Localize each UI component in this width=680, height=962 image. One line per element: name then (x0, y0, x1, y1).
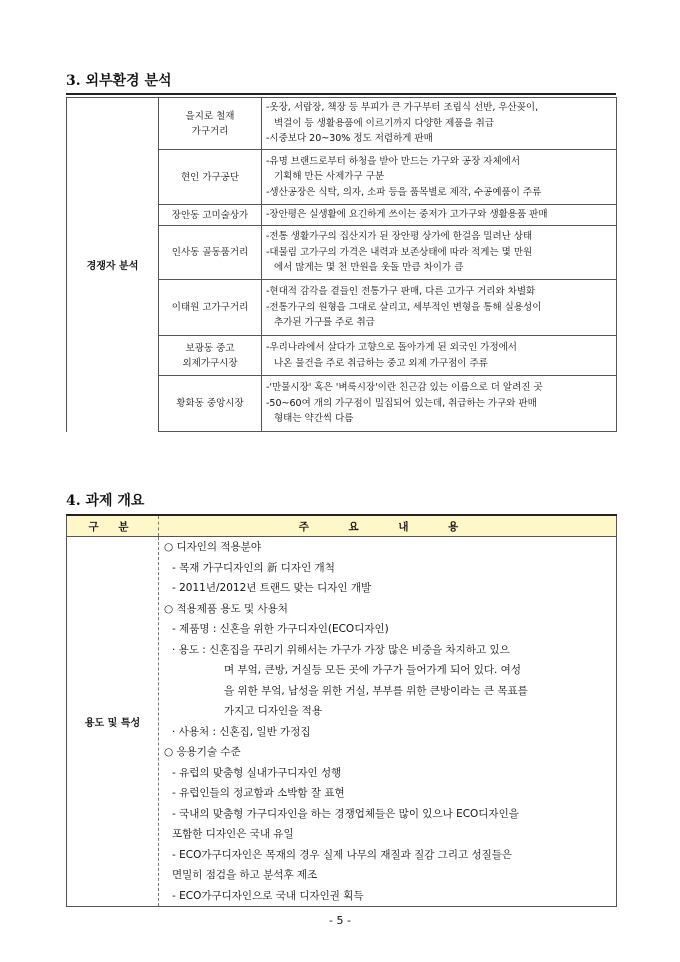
content-line: 포함한 디자인은 국내 유일 (172, 828, 294, 840)
description-line: -전통 생활가구의 집산지가 된 장안평 상가에 한걸음 밀려난 상태 (266, 231, 533, 243)
competitor-name-line: 인사동 골동품거리 (171, 247, 249, 258)
content-line: - ECO가구디자인으로 국내 디자인권 획득 (172, 889, 364, 902)
competitor-name (159, 150, 262, 205)
description-line: -우리나라에서 살다가 고향으로 돌아가게 된 외국인 가정에서 (266, 342, 517, 353)
competitor-name-line: 장안동 고미술상가 (171, 209, 249, 221)
competitor-row (67, 98, 617, 150)
description-line: 에서 많게는 몇 천 만원을 웃돌 만큼 차이가 큼 (274, 262, 464, 274)
content-line: - 제품명 : 신혼을 위한 가구디자인(ECO디자인) (172, 623, 389, 635)
description-line: 형태는 약간씩 다름 (274, 413, 354, 425)
content-line: - 목재 가구디자인의 新 디자인 개척 (172, 561, 335, 574)
competitor-name-line: 외제가구시장 (182, 357, 238, 369)
competitor-description (262, 376, 617, 432)
content-line: - 2011년/2012년 트랜드 맞는 디자인 개발 (172, 582, 372, 594)
competitor-name (159, 98, 262, 150)
content-line: ○ 디자인의 적용분야 (164, 541, 261, 553)
overview-label: 용도 및 특성 (67, 537, 159, 907)
competitor-name-line: 이태원 고가구거리 (171, 302, 249, 313)
description-line: 벽걸이 등 생활용품에 이르기까지 다양한 제품을 취급 (274, 117, 495, 129)
content-line: - 유럽인들의 정교함과 소박함 잘 표현 (172, 787, 345, 799)
overview-table (66, 514, 617, 907)
section3-rule (66, 93, 616, 95)
description-line: -대물림 고가구의 가격은 내력과 보존상태에 따라 적게는 몇 만원 (266, 246, 533, 258)
competitor-description (262, 150, 617, 205)
description-line: -현대적 감각을 곁들인 전통가구 판매, 다른 고가구 거리와 차별화 (266, 286, 536, 298)
competitor-name-line: 황화동 중앙시장 (176, 398, 244, 409)
description-line: -옷장, 서랍장, 책장 등 부피가 큰 가구부터 조립식 선반, 우산꽂이, (266, 102, 539, 114)
content-line: ○ 응용기술 수준 (164, 746, 241, 758)
competitor-description (262, 98, 617, 150)
page-number: - 5 - (329, 914, 351, 927)
competitor-name-line: 현인 가구공단 (180, 171, 240, 183)
competitor-name (159, 226, 262, 280)
competitor-table (66, 97, 617, 432)
description-line: -'만물시장' 혹은 '벼룩시장'이란 친근감 있는 이름으로 더 알려진 곳 (266, 382, 543, 394)
description-line: 기획해 만든 사제가구 구분 (274, 171, 385, 183)
content-line: · 사용처 : 신혼집, 일반 가정집 (172, 725, 311, 738)
content-line: · 용도 : 신혼집을 꾸리기 위해서는 가구가 가장 많은 비중을 차지하고 있으 (172, 643, 510, 656)
content-line: 가지고 디자인을 적용 (224, 705, 322, 717)
section4-title: 4. 과제 개요 (66, 493, 145, 509)
content-line: - 유럽의 맞춤형 실내가구디자인 성행 (172, 766, 342, 779)
competitor-description (262, 205, 617, 226)
competitor-name (159, 376, 262, 432)
competitor-description (262, 280, 617, 336)
header-content: 주 요 내 용 (159, 515, 617, 537)
header-category: 구 분 (67, 515, 159, 537)
competitor-name (159, 336, 262, 376)
competitor-description (262, 336, 617, 376)
competitor-category: 경쟁자 분석 (67, 98, 159, 432)
competitor-name-line: 을지로 철재 (185, 110, 235, 122)
description-line: -생산공장은 식탁, 의자, 소파 등을 품목별로 제작, 수공예품이 주류 (266, 186, 542, 198)
content-line: - 국내의 맞춤형 가구디자인을 하는 경쟁업체들은 많이 있으나 ECO디자인을 (172, 807, 519, 820)
competitor-name (159, 280, 262, 336)
content-line: 면밀히 점검을 하고 분석후 제조 (172, 869, 318, 881)
competitor-description (262, 226, 617, 280)
content-line: 을 위한 부엌, 남성을 위한 거실, 부부를 위한 큰방이라는 큰 목표를 (224, 684, 528, 697)
competitor-name (159, 205, 262, 226)
description-line: 나온 물건을 주로 취급하는 중고 외제 가구점이 주류 (274, 357, 488, 369)
content-line: ○ 적용제품 용도 및 사용처 (164, 602, 288, 615)
description-line: -50~60여 개의 가구점이 밀집되어 있는데, 취급하는 가구와 판매 (266, 397, 537, 409)
content-line: - ECO가구디자인은 목재의 경우 실제 나무의 재질과 질감 그리고 성질들은 (172, 848, 513, 861)
section3-title: 3. 외부환경 분석 (66, 73, 172, 89)
competitor-name-line: 가구거리 (191, 125, 229, 137)
competitor-name-line: 보광동 중고 (185, 342, 235, 354)
description-line: 추가된 가구를 주로 취급 (274, 317, 375, 329)
description-line: -전통가구의 원형을 그대로 살리고, 세부적인 변형을 통해 실용성이 (266, 301, 542, 313)
description-line: -유명 브랜드로부터 하청을 받아 만드는 가구와 공장 자체에서 (266, 155, 520, 167)
description-line: -시중보다 20~30% 정도 저렴하게 판매 (266, 133, 433, 145)
overview-content (159, 537, 617, 907)
content-line: 며 부엌, 큰방, 거실등 모든 곳에 가구가 들어가게 되어 있다. 여성 (224, 664, 521, 676)
description-line: -장안평은 실생활에 요긴하게 쓰이는 중저가 고가구와 생활용품 판매 (266, 209, 548, 221)
